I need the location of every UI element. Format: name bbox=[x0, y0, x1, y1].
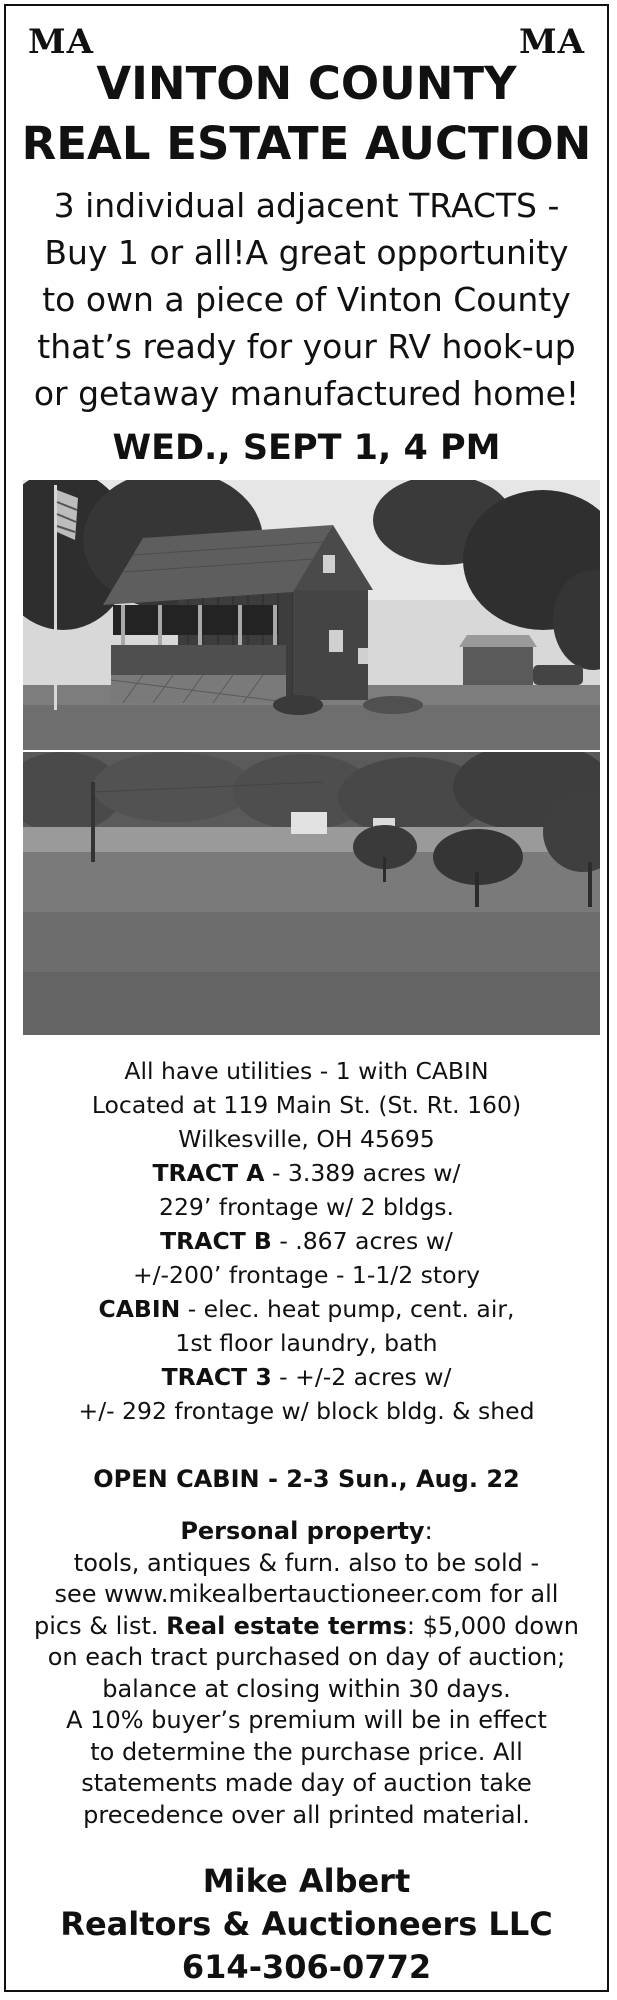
cabin-line bbox=[16, 1292, 597, 1326]
personal-line: see www.mikealbertauctioneer.com for all bbox=[54, 1580, 559, 1608]
personal-colon: : bbox=[424, 1517, 433, 1545]
cabin-photo bbox=[23, 480, 600, 750]
personal-line: precedence over all printed material. bbox=[83, 1800, 530, 1829]
intro-text bbox=[16, 182, 597, 417]
personal-line: on each tract purchased on day of auction; bbox=[47, 1643, 566, 1671]
auction-ad bbox=[4, 4, 609, 1992]
auction-date: WED., SEPT 1, 4 PM bbox=[112, 428, 501, 468]
personal-heading: Personal property bbox=[180, 1517, 425, 1545]
tract-3-text: - +/-2 acres w/ bbox=[271, 1363, 452, 1391]
cabin-text: - elec. heat pump, cent. air, bbox=[180, 1295, 515, 1323]
auctioneer-name: Mike Albert bbox=[202, 1862, 411, 1900]
company-name: Realtors & Auctioneers LLC bbox=[60, 1905, 553, 1943]
details-line: +/- 292 frontage w/ block bldg. & shed bbox=[78, 1397, 535, 1425]
tract-b-label: TRACT B bbox=[160, 1227, 272, 1255]
tract-a-line bbox=[16, 1156, 597, 1190]
terms-line bbox=[16, 1611, 597, 1643]
intro-line: Buy 1 or all!A great opportunity bbox=[44, 233, 569, 272]
cabin-label: CABIN bbox=[98, 1295, 181, 1323]
auctioneer-contact bbox=[6, 1860, 607, 1989]
tract-b-line bbox=[16, 1224, 597, 1258]
personal-line: A 10% buyer’s premium will be in effect bbox=[66, 1706, 547, 1734]
terms-label: Real estate terms bbox=[166, 1611, 407, 1640]
personal-heading-line bbox=[16, 1516, 597, 1548]
intro-line: 3 individual adjacent TRACTS - bbox=[53, 186, 560, 225]
terms-post: : $5,000 down bbox=[406, 1611, 579, 1640]
personal-line: to determine the purchase price. All bbox=[90, 1737, 523, 1766]
property-details bbox=[16, 1054, 597, 1428]
terms-pre: pics & list. bbox=[34, 1611, 167, 1640]
details-line: Located at 119 Main St. (St. Rt. 160) bbox=[91, 1091, 522, 1119]
intro-line: to own a piece of Vinton County bbox=[42, 280, 571, 319]
tract-3-label: TRACT 3 bbox=[161, 1363, 272, 1391]
details-line: 1st floor laundry, bath bbox=[175, 1329, 438, 1357]
headline-line-2: REAL ESTATE AUCTION bbox=[21, 117, 592, 170]
details-line: Wilkesville, OH 45695 bbox=[178, 1125, 435, 1153]
tract-b-text: - .867 acres w/ bbox=[271, 1227, 453, 1255]
tract-a-label: TRACT A bbox=[152, 1159, 265, 1187]
personal-property-section bbox=[16, 1516, 597, 1831]
intro-line: that’s ready for your RV hook-up bbox=[37, 327, 576, 366]
intro-line: or getaway manufactured home! bbox=[33, 374, 580, 413]
details-line: 229’ frontage w/ 2 bldgs. bbox=[159, 1193, 454, 1221]
corner-code-right: MA bbox=[518, 22, 585, 62]
personal-line: statements made day of auction take bbox=[81, 1769, 532, 1797]
personal-line: balance at closing within 30 days. bbox=[102, 1674, 511, 1703]
open-house: OPEN CABIN - 2-3 Sun., Aug. 22 bbox=[93, 1465, 520, 1493]
personal-line: tools, antiques & furn. also to be sold - bbox=[73, 1548, 540, 1577]
corner-code-left: MA bbox=[28, 22, 95, 62]
tract-3-line bbox=[16, 1360, 597, 1394]
phone-number: 614-306-0772 bbox=[181, 1948, 432, 1986]
details-line: All have utilities - 1 with CABIN bbox=[124, 1057, 489, 1085]
lot-photo bbox=[23, 752, 600, 1035]
details-line: +/-200’ frontage - 1-1/2 story bbox=[132, 1261, 481, 1289]
headline-line-1: VINTON COUNTY bbox=[96, 57, 517, 110]
tract-a-text: - 3.389 acres w/ bbox=[264, 1159, 461, 1187]
